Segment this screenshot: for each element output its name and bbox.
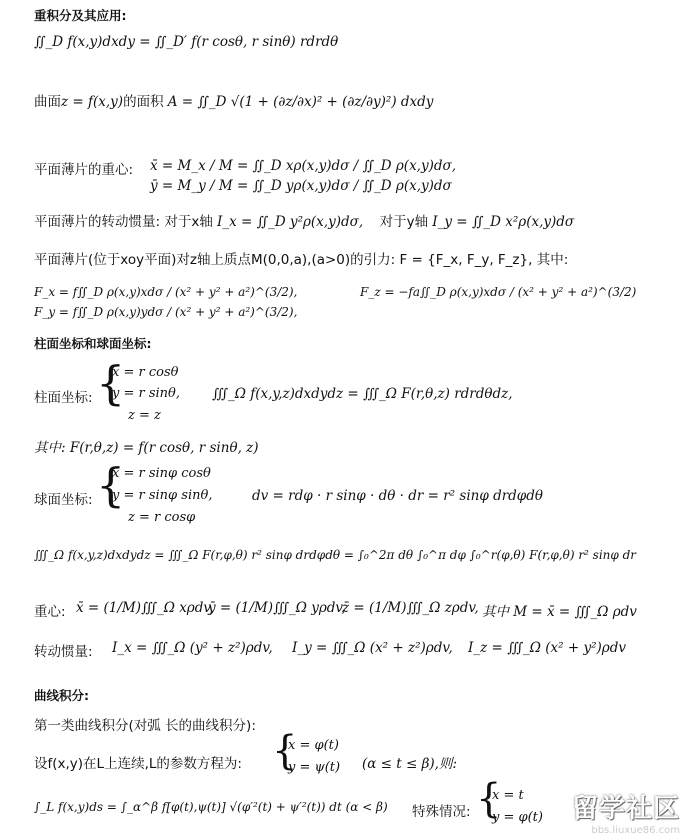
section-heading-cylindrical-spherical: 柱面坐标和球面坐标: <box>34 336 152 351</box>
spherical-eq-3: z = r cosφ <box>128 510 196 525</box>
surface-area-label: 曲面 <box>34 94 61 110</box>
spherical-volume-element: dv = rdφ · r sinφ · dθ · dr = r² sinφ drdφdθ <box>252 488 544 504</box>
centroid-3d-label: 重心: <box>34 604 66 620</box>
surface-equation: z = f(x,y) <box>61 94 124 110</box>
mass-formula: 其中 M = x̄ = ∭_Ω ρdv <box>482 604 637 620</box>
section-heading-multiple-integrals: 重积分及其应用: <box>34 8 127 23</box>
cylindrical-eq-1: x = r cosθ <box>112 365 179 380</box>
moment-3d-z: I_z = ∭_Ω (x² + y²)ρdv <box>468 640 626 656</box>
cylindrical-definition: 其中: F(r,θ,z) = f(r cosθ, r sinθ, z) <box>34 440 259 456</box>
special-case-label: 特殊情况: <box>412 804 471 820</box>
gravitation-fz-formula: F_z = −fa∬_D ρ(x,y)xdσ / (x² + y² + a²)^(3/2) <box>360 285 637 299</box>
cylindrical-eq-3: z = z <box>128 408 161 423</box>
spherical-label: 球面坐标: <box>34 492 93 508</box>
centroid-line <box>34 158 133 178</box>
centroid-x-formula: x̄ = M_x / M = ∬_D xρ(x,y)dσ / ∬_D ρ(x,y)dσ, <box>150 158 457 174</box>
spherical-system-brace: { <box>96 458 126 512</box>
centroid-3d-x: x̄ = (1/M)∭_Ω xρdv, <box>76 600 214 616</box>
moment-of-inertia-line <box>34 210 574 230</box>
spherical-triple-integral: ∭_Ω f(x,y,z)dxdydz = ∭_Ω F(r,φ,θ) r² sinφ drdφdθ = ∫₀^2π dθ ∫₀^π dφ ∫₀^r(φ,θ) F(r,φ,θ) r² sinφ dr <box>34 548 637 562</box>
gravitation-label: 平面薄片(位于xoy平面)对z轴上质点M(0,0,a),(a>0)的引力: F = {F_x, F_y, F_z}, 其中: <box>34 252 569 268</box>
gravitation-fy-formula: F_y = f∬_D ρ(x,y)ydσ / (x² + y² + a²)^(3/2), <box>34 305 298 319</box>
special-case-eq-1: x = t <box>492 788 524 803</box>
special-case-brace: { <box>476 776 502 822</box>
line-integral-formula: ∫_L f(x,y)ds = ∫_α^β f[φ(t),ψ(t)] √(φ′²(t) + ψ′²(t)) dt (α < β) <box>34 800 388 814</box>
moment-x-formula: I_x = ∬_D y²ρ(x,y)dσ, <box>216 214 364 230</box>
cylindrical-definition-line <box>34 436 259 456</box>
section-heading-line-integrals: 曲线积分: <box>34 688 89 703</box>
site-watermark <box>572 788 680 836</box>
parametric-intro-label: 设f(x,y)在L上连续,L的参数方程为: <box>34 756 242 772</box>
moment-3d-y: I_y = ∭_Ω (x² + z²)ρdv, <box>292 640 453 656</box>
surface-area-line <box>34 90 433 110</box>
centroid-label: 平面薄片的重心: <box>34 162 134 178</box>
gravitation-fx-formula: F_x = f∬_D ρ(x,y)xdσ / (x² + y² + a²)^(3/2), <box>34 285 298 299</box>
centroid-3d-y: ȳ = (1/M)∭_Ω yρdv, <box>208 600 346 616</box>
moment-label-y: 对于y轴 <box>379 214 429 230</box>
cylindrical-system-brace: { <box>96 356 126 410</box>
first-kind-line-integral-heading: 第一类曲线积分(对弧 长的曲线积分): <box>34 718 256 734</box>
special-case-eq-2: y = φ(t) <box>492 810 543 825</box>
moment-label-x: 平面薄片的转动惯量: 对于x轴 <box>34 214 213 230</box>
spherical-eq-2: y = r sinφ sinθ, <box>112 488 213 503</box>
spherical-eq-1: x = r sinφ cosθ <box>112 466 211 481</box>
parametric-system-brace: { <box>272 728 298 774</box>
surface-area-formula: A = ∬_D √(1 + (∂z/∂x)² + (∂z/∂y)²) dxdy <box>167 94 434 110</box>
parametric-eq-2: y = ψ(t) <box>288 760 341 775</box>
watermark-url: bbs.liuxue86.com <box>591 825 680 836</box>
centroid-3d-z: z̄ = (1/M)∭_Ω zρdv, <box>342 600 479 616</box>
moment-3d-x: I_x = ∭_Ω (y² + z²)ρdv, <box>112 640 273 656</box>
cylindrical-label: 柱面坐标: <box>34 390 93 406</box>
moment-3d-label: 转动惯量: <box>34 644 93 660</box>
parametric-condition: (α ≤ t ≤ β),则: <box>362 756 458 772</box>
cylindrical-integral-formula: ∭_Ω f(x,y,z)dxdydz = ∭_Ω F(r,θ,z) rdrdθdz, <box>212 386 513 402</box>
moment-y-formula: I_y = ∬_D x²ρ(x,y)dσ <box>432 214 575 230</box>
parametric-eq-1: x = φ(t) <box>288 738 339 753</box>
centroid-y-formula: ȳ = M_y / M = ∬_D yρ(x,y)dσ / ∬_D ρ(x,y)dσ <box>150 178 452 194</box>
watermark-logo: 留学社区 <box>571 794 680 824</box>
polar-substitution-formula: ∬_D f(x,y)dxdy = ∬_D′ f(r cosθ, r sinθ) rdrdθ <box>34 34 339 50</box>
surface-area-label-2: 的面积 <box>123 94 164 110</box>
cylindrical-eq-2: y = r sinθ, <box>112 386 181 401</box>
gravitation-intro-line <box>34 248 568 268</box>
